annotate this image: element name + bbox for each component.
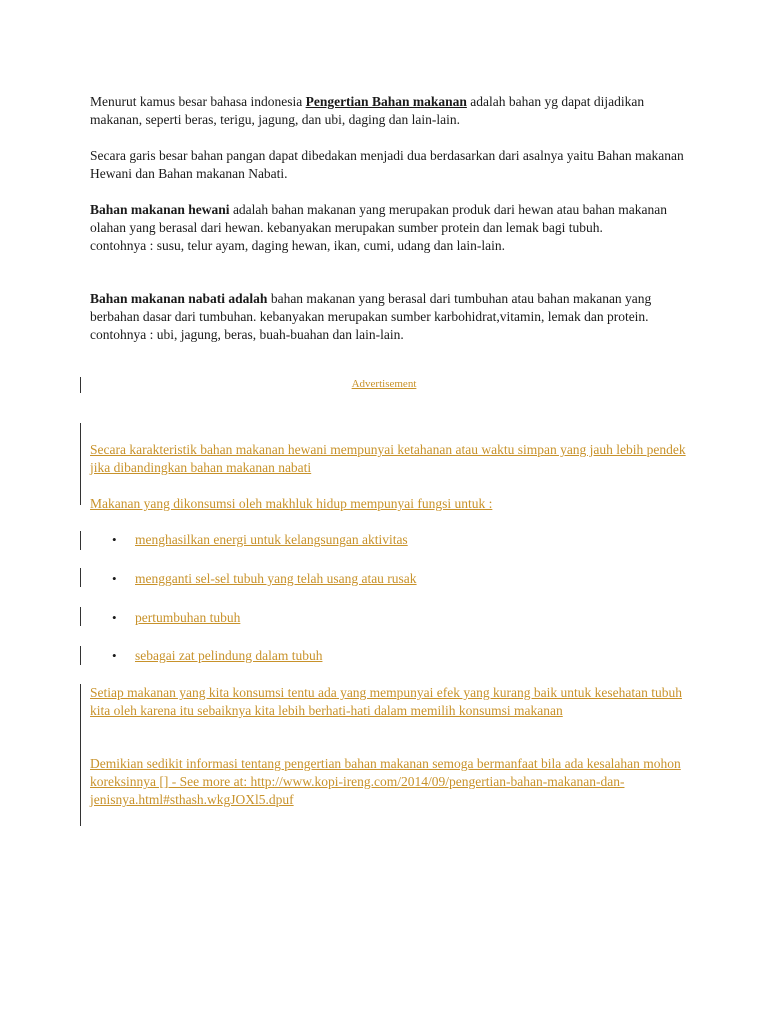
nabati-definition: bahan makanan yang berasal dari tumbuhan atau bahan makanan yang berbahan dasar dari tumbuhan. kebanyakan merupakan sumber karbohidrat,vitamin, lemak dan protein. — [90, 291, 652, 324]
hewani-definition: adalah bahan makanan yang merupakan produk dari hewan atau bahan makanan olahan yang berasal dari hewan. kebanyakan merupakan sumber protein dan lemak bagi tubuh. — [90, 202, 668, 235]
hewani-term: Bahan makanan hewani — [90, 202, 230, 217]
source-link[interactable]: Demikian sedikit informasi tentang pengertian bahan makanan semoga bermanfaat bila ada kesalahan mohon koreksinnya [] - See more at: http://www.kopi-ireng.com/2014/09/pengertian-bahan-makanan-dan-jenisnya.html#sthash.wkgJOXl5.dpuf — [90, 756, 681, 807]
nabati-paragraph — [90, 290, 690, 344]
bullet-icon: • — [112, 648, 117, 663]
intro-paragraph — [90, 93, 690, 129]
pengertian-bahan-makanan-link[interactable]: Pengertian Bahan makanan — [305, 94, 467, 109]
karakteristik-link[interactable]: Secara karakteristik bahan makanan hewani mempunyai ketahanan atau waktu simpan yang jauh lebih pendek jika dibandingkan bahan makanan nabati — [90, 442, 686, 475]
fungsi-makanan-link[interactable]: Makanan yang dikonsumsi oleh makhluk hidup mempunyai fungsi untuk : — [90, 496, 493, 511]
margin-bar — [80, 607, 81, 626]
margin-bar — [80, 646, 81, 665]
intro-text-start: Menurut kamus besar bahasa indonesia — [90, 94, 306, 109]
intro-text-end: adalah bahan yg dapat dijadikan makanan, seperti beras, terigu, jagung, dan ubi, daging dan lain-lain. — [90, 94, 645, 127]
margin-bar — [80, 423, 81, 505]
margin-bar — [80, 531, 81, 550]
bullet-icon: • — [112, 532, 117, 547]
hewani-examples: contohnya : susu, telur ayam, daging hewan, ikan, cumi, udang dan lain-lain. — [90, 238, 506, 253]
bullet-icon: • — [112, 610, 117, 625]
advertisement-link[interactable]: Advertisement — [351, 378, 417, 390]
list-item-link[interactable]: sebagai zat pelindung dalam tubuh — [135, 648, 323, 663]
nabati-term: Bahan makanan nabati adalah — [90, 291, 268, 306]
bullet-icon: • — [112, 571, 117, 586]
list-item-link[interactable]: menghasilkan energi untuk kelangsungan aktivitas — [135, 532, 408, 547]
hewani-paragraph — [90, 201, 690, 255]
efek-makanan-link[interactable]: Setiap makanan yang kita konsumsi tentu ada yang mempunyai efek yang kurang baik untuk kesehatan tubuh kita oleh karena itu sebaiknya kita lebih berhati-hati dalam memilih konsumsi makanan — [90, 685, 682, 718]
classification-paragraph: Secara garis besar bahan pangan dapat dibedakan menjadi dua berdasarkan dari asalnya yaitu Bahan makanan Hewani dan Bahan makanan Nabati. — [90, 148, 684, 181]
list-item-link[interactable]: pertumbuhan tubuh — [135, 610, 241, 625]
margin-bar — [80, 568, 81, 587]
margin-bar — [80, 684, 81, 826]
list-item-link[interactable]: mengganti sel-sel tubuh yang telah usang atau rusak — [135, 571, 417, 586]
nabati-examples: contohnya : ubi, jagung, beras, buah-buahan dan lain-lain. — [90, 327, 404, 342]
